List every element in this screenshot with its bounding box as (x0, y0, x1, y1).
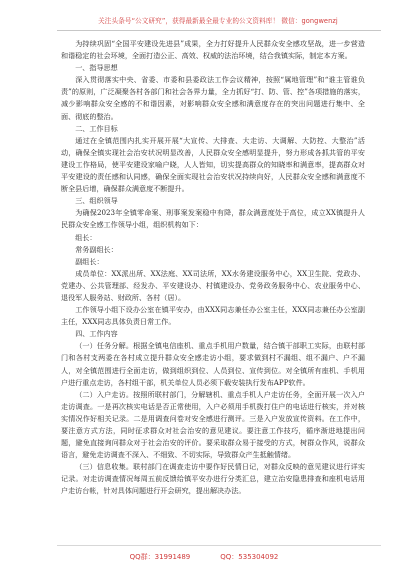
header-divider (57, 30, 381, 31)
information-collection-paragraph: （三）信息收集。联村部门在调查走访中要作好民情日记，对群众反映的意见建议进行详实记录。对走访调查情况每周五前反馈给镇平安办进行分类汇总，建立治安隐患排查和座机电话用户走访台帐，针对具体问题进行开会研究，提出解决办法。 (61, 462, 365, 496)
document-body (61, 38, 365, 498)
household-visit-paragraph: （二）入户走访。按照所联村部门，分解辖机、重点手机人户走访任务，全面开展一次入户走访调查。一是再次核实电话是否正常使用，入户必须用手机拨打住户的电话进行核实，并对核实情况作好相关记录。二是用调查问卷对安全感进行测评。三是入户发放宣传资料。在工作中，要注意方式方法，同时征求群众对社会治安的意见建议。要注意工作技巧，循序渐进地提出问题，避免直接询问群众对于社会治安的评价。要采取群众易于接受的方式，树群众作风，说群众语言，避免走访调查不深入、不细致、不切实际，导致群众产生抵触情绪。 (61, 389, 365, 460)
qq-text: QQ：535304092 (220, 553, 279, 561)
leader-line: 组长： (75, 232, 97, 242)
header-banner-text: 关注头条号“公文研究”，获得最新最全最专业的公文资料库！ 微信：gongwenzj (98, 17, 338, 25)
executive-vice-leader-line: 常务副组长： (75, 244, 118, 254)
goals-paragraph: 通过在全镇范围内扎实开展开展“大宣传、大排查、大走访、大调解、大防控、大整治”活动，确保全镇实现社会治安状况明显改善，人民群众安全感明显提升，努力形成各抓共管的平安建设工作格局，使平安建设家喻户晓，人人皆知，切实提高群众的知晓率和满意率，提高群众对平安建设的责任感和认同感，确保全面实现社会治安状况持续向好，人民群众安全感和满意度不断全县后增，确保群众满意度不断提升。 (61, 135, 365, 194)
header-banner (66, 12, 370, 28)
section-heading-goals: 二、工作目标 (75, 123, 118, 133)
guiding-thought-paragraph: 深入贯彻落实中央、省委、市委和县委政法工作会议精神，按照“属地管理”和“谁主管谁负责”的原则，广泛凝聚各村各部门和社会各界力量，全力抓好“打、防、管、控”各项措施的落实，减少影响群众安全感的不和谐因素，对影响群众安全感和满意度存在的突出问题进行集中、全面、彻底的整治。 (61, 75, 365, 121)
office-assignment-paragraph: 工作领导小组下设办公室在镇平安办，由XXX同志兼任办公室主任，XXX同志兼任办公室副主任，XXX同志具体负责日常工作。 (61, 305, 365, 327)
qq-group-text: QQ群：31991489 (129, 553, 191, 561)
footer-contact (0, 549, 408, 565)
intro-paragraph: 为持续巩固“全国平安建设先进县”成果，全力打好提升人民群众安全感攻坚战，进一步营造和谐稳定的社会环境，全面打造公正、高效、权威的法治环境，结合我镇实际，制定本方案。 (61, 39, 365, 61)
task-division-paragraph: （一）任务分解。根据全镇电信座机、重点手机用户数量，结合镇干部职工实际，由联村部门和各村支两委在各村成立提升群众安全感走访小组，要求做到村不漏组、组不漏户、户不漏人，对全镇范围进行全面走访，做到组织到位、人员到位、宣传到位。对全镇所有座机、手机用户进行重点走访，各村组干部，机关单位人员必须下载安装执行发布APP软件。 (61, 341, 365, 387)
organization-paragraph: 为确保2023年全镇零命案、刑事案发案稳中有降，群众满意度处于高位，成立XX镇提升人民群众安全感工作领导小组，组织机构如下： (61, 208, 365, 230)
member-units-paragraph: 成员单位：XX派出所、XX法庭、XX司法所，XX水务建设服务中心，XX卫生院、党政办、党建办、公共管理部、经发办、平安建设办、村镇建设办、党务政务服务中心、农业服务中心、退役军人服务站、财政所、各村（居）。 (61, 268, 365, 302)
section-heading-organization: 三、组织领导 (75, 196, 118, 206)
section-heading-guiding-thought: 一、指导思想 (75, 63, 118, 73)
footer-divider (57, 545, 381, 546)
section-heading-work-content: 四、工作内容 (75, 329, 118, 339)
vice-leader-line: 副组长： (75, 256, 104, 266)
